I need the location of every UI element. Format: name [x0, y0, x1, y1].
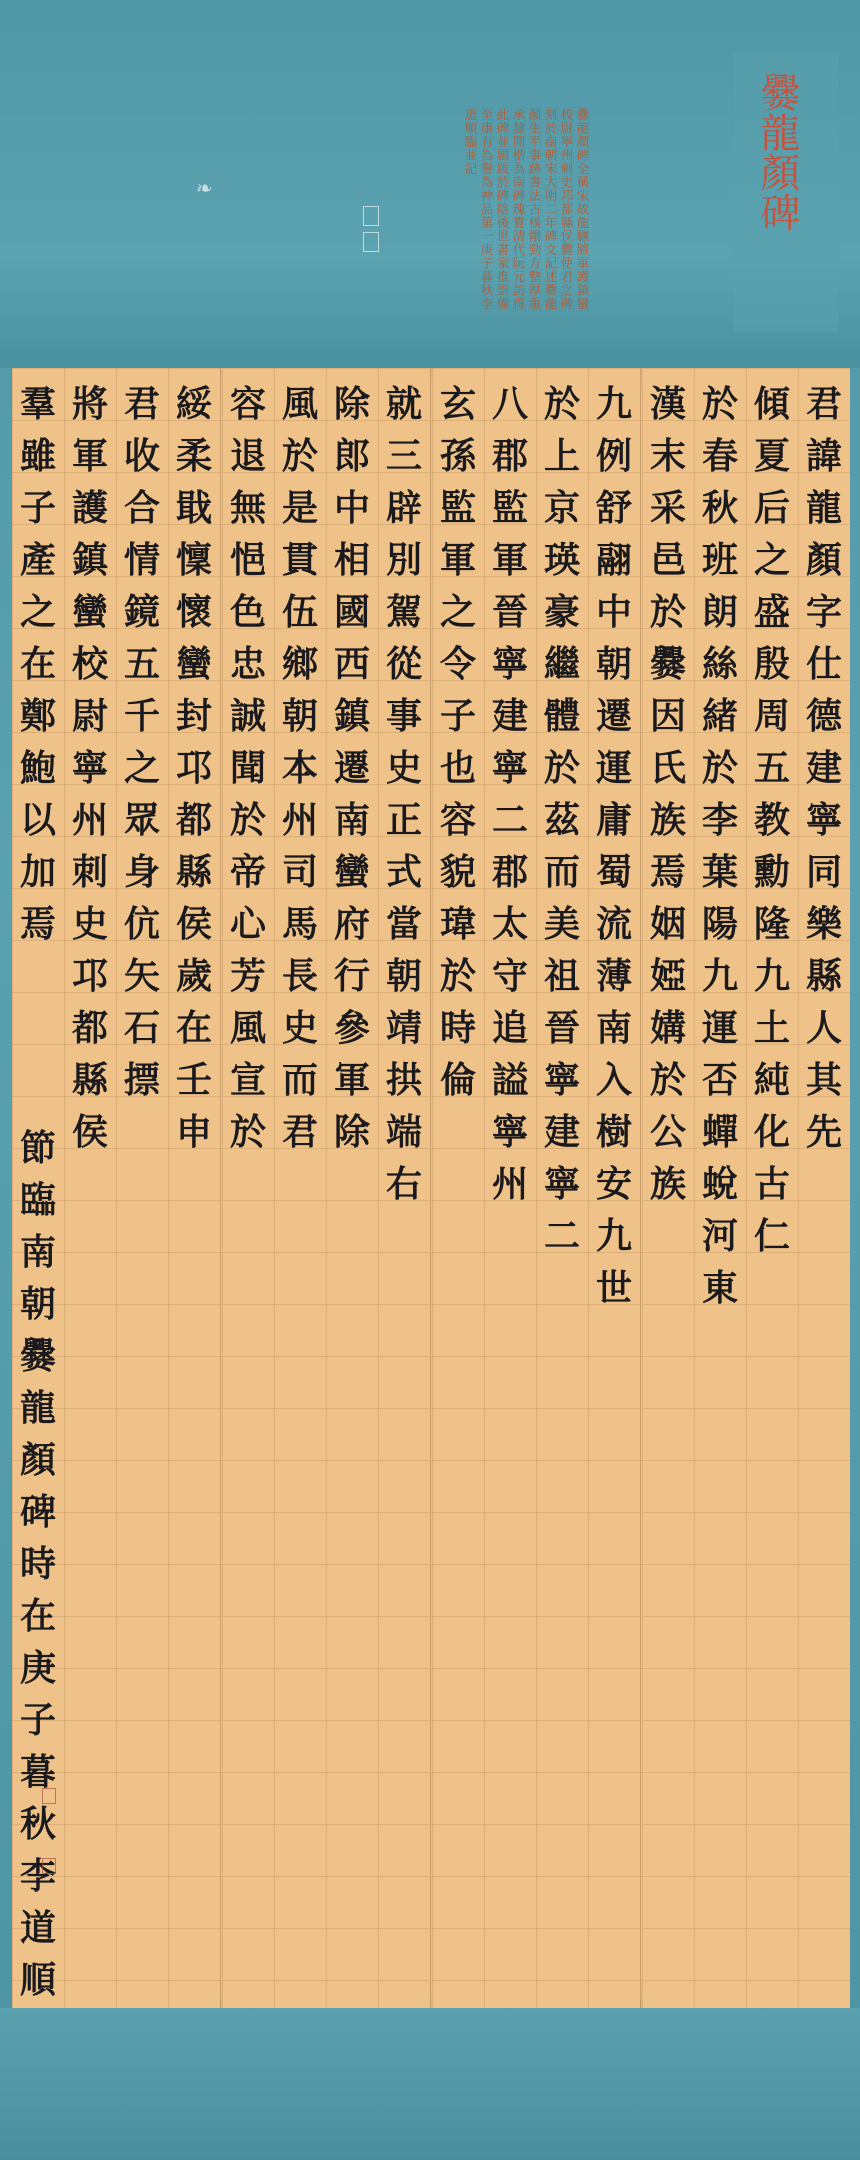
- glyph: 縣: [175, 851, 212, 893]
- title-panel: [0, 0, 860, 368]
- glyph: 之: [439, 591, 476, 633]
- glyph: 顏: [19, 1439, 56, 1481]
- glyph: 龍: [19, 1387, 56, 1429]
- glyph: 庸: [595, 799, 632, 841]
- glyph: 仁: [753, 1215, 790, 1257]
- text-column: [694, 378, 746, 1314]
- text-column: [222, 378, 274, 1158]
- glyph: 焉: [19, 903, 56, 945]
- glyph: 容: [439, 799, 476, 841]
- glyph: 勳: [753, 851, 790, 893]
- text-column: [432, 378, 484, 1106]
- glyph: 太: [491, 903, 528, 945]
- glyph: 身: [123, 851, 160, 893]
- glyph: 州: [71, 799, 108, 841]
- glyph: 收: [123, 435, 160, 477]
- glyph: 於: [543, 383, 580, 425]
- text-column: [64, 378, 116, 1158]
- glyph: 雖: [19, 435, 56, 477]
- panel-divider: [640, 368, 641, 2008]
- glyph: 九: [701, 955, 738, 997]
- glyph: 郡: [491, 435, 528, 477]
- glyph: 運: [595, 747, 632, 789]
- glyph: 式: [385, 851, 422, 893]
- glyph: 庚: [19, 1647, 56, 1689]
- glyph: 寧: [71, 747, 108, 789]
- glyph: 京: [543, 487, 580, 529]
- glyph: 之: [19, 591, 56, 633]
- glyph: 本: [281, 747, 318, 789]
- glyph: 也: [439, 747, 476, 789]
- glyph: 色: [229, 591, 266, 633]
- glyph: 寧: [491, 747, 528, 789]
- glyph: 監: [439, 487, 476, 529]
- glyph: 郡: [491, 851, 528, 893]
- glyph: 翮: [595, 539, 632, 581]
- glyph: 運: [701, 1007, 738, 1049]
- glyph: 貫: [281, 539, 318, 581]
- glyph: 刺: [71, 851, 108, 893]
- glyph: 府: [333, 903, 370, 945]
- glyph: 行: [333, 955, 370, 997]
- glyph: 司: [281, 851, 318, 893]
- glyph: 舒: [595, 487, 632, 529]
- glyph: 蜀: [595, 851, 632, 893]
- glyph: 碑: [19, 1491, 56, 1533]
- glyph: 焉: [649, 851, 686, 893]
- glyph: 君: [123, 383, 160, 425]
- glyph: 五: [753, 747, 790, 789]
- text-column: [588, 378, 640, 1314]
- glyph: 豪: [543, 591, 580, 633]
- glyph: 漢: [649, 383, 686, 425]
- glyph: 西: [333, 643, 370, 685]
- calligraphy-paper: [12, 368, 848, 2008]
- text-column: [378, 378, 430, 1210]
- glyph: 郎: [333, 435, 370, 477]
- glyph: 長: [281, 955, 318, 997]
- glyph: 暮: [19, 1751, 56, 1793]
- glyph: 媾: [649, 1007, 686, 1049]
- glyph: 駕: [385, 591, 422, 633]
- glyph: 中: [333, 487, 370, 529]
- glyph: 五: [123, 643, 160, 685]
- glyph: 時: [19, 1543, 56, 1585]
- glyph: 而: [281, 1059, 318, 1101]
- title-text: 爨龍顏碑: [754, 72, 800, 232]
- glyph: 后: [753, 487, 790, 529]
- glyph: 東: [701, 1267, 738, 1309]
- glyph: 子: [19, 1699, 56, 1741]
- glyph: 史: [281, 1007, 318, 1049]
- glyph: 鎮: [333, 695, 370, 737]
- glyph: 芳: [229, 955, 266, 997]
- glyph: 周: [753, 695, 790, 737]
- glyph: 懷: [175, 591, 212, 633]
- glyph: 流: [595, 903, 632, 945]
- glyph: 氏: [649, 747, 686, 789]
- glyph: 葉: [701, 851, 738, 893]
- text-column: [116, 378, 168, 1106]
- glyph: 拱: [385, 1059, 422, 1101]
- glyph: 端: [385, 1111, 422, 1153]
- text-column: [536, 378, 588, 1262]
- glyph: 正: [385, 799, 422, 841]
- glyph: 遷: [595, 695, 632, 737]
- glyph: 護: [71, 487, 108, 529]
- glyph: 寧: [491, 643, 528, 685]
- glyph: 瑛: [543, 539, 580, 581]
- bottom-mount: [0, 2008, 860, 2160]
- glyph: 朝: [595, 643, 632, 685]
- glyph: 土: [753, 1007, 790, 1049]
- glyph: 軍: [71, 435, 108, 477]
- glyph: 蠻: [71, 591, 108, 633]
- glyph: 入: [595, 1059, 632, 1101]
- glyph: 帝: [229, 851, 266, 893]
- text-column: [484, 378, 536, 1210]
- glyph: 同: [805, 851, 842, 893]
- glyph: 安: [595, 1163, 632, 1205]
- glyph: 化: [753, 1111, 790, 1153]
- glyph: 純: [753, 1059, 790, 1101]
- glyph: 殷: [753, 643, 790, 685]
- glyph: 子: [439, 695, 476, 737]
- glyph: 九: [753, 955, 790, 997]
- glyph: 於: [543, 747, 580, 789]
- glyph: 州: [281, 799, 318, 841]
- glyph: 字: [805, 591, 842, 633]
- glyph: 上: [543, 435, 580, 477]
- glyph: 樹: [595, 1111, 632, 1153]
- glyph: 歲: [175, 955, 212, 997]
- glyph: 末: [649, 435, 686, 477]
- seal-icon: [42, 1858, 56, 1874]
- glyph: 朗: [701, 591, 738, 633]
- glyph: 朝: [19, 1283, 56, 1325]
- glyph: 石: [123, 1007, 160, 1049]
- glyph: 孫: [439, 435, 476, 477]
- glyph: 千: [123, 695, 160, 737]
- glyph: 伉: [123, 903, 160, 945]
- glyph: 否: [701, 1059, 738, 1101]
- panel-divider: [220, 368, 221, 2008]
- glyph: 令: [439, 643, 476, 685]
- glyph: 美: [543, 903, 580, 945]
- glyph: 合: [123, 487, 160, 529]
- glyph: 仕: [805, 643, 842, 685]
- glyph: 縣: [805, 955, 842, 997]
- glyph: 戢: [175, 487, 212, 529]
- glyph: 產: [19, 539, 56, 581]
- glyph: 悒: [229, 539, 266, 581]
- glyph: 邛: [175, 747, 212, 789]
- glyph: 綏: [175, 383, 212, 425]
- glyph: 容: [229, 383, 266, 425]
- colophon-text: 爨龍顏碑全稱宋故龍驤將軍護鎮蠻校尉寧州刺史邛都縣侯爨使君之碑刻於南朝宋大明二年碑文記述爨龍顏生平事跡書法古樸剛勁方整厚重承隸開楷為南碑瑰寶清代阮元訪得此碑並題跋於碑陰後世書家推崇備至康有為譽為神品第一庚子暮秋李道順臨並記: [463, 108, 590, 311]
- glyph: 南: [333, 799, 370, 841]
- text-column: [168, 378, 220, 1158]
- glyph: 誠: [229, 695, 266, 737]
- glyph: 相: [333, 539, 370, 581]
- glyph: 寧: [543, 1163, 580, 1205]
- glyph: 於: [701, 383, 738, 425]
- glyph: 二: [543, 1215, 580, 1257]
- glyph: 建: [543, 1111, 580, 1153]
- glyph: 靖: [385, 1007, 422, 1049]
- glyph: 心: [229, 903, 266, 945]
- glyph: 於: [701, 747, 738, 789]
- glyph: 祖: [543, 955, 580, 997]
- glyph: 臨: [19, 1179, 56, 1221]
- glyph: 陽: [701, 903, 738, 945]
- glyph: 茲: [543, 799, 580, 841]
- glyph: 班: [701, 539, 738, 581]
- glyph: 申: [175, 1111, 212, 1153]
- glyph: 晉: [491, 591, 528, 633]
- glyph: 在: [19, 1595, 56, 1637]
- glyph: 國: [333, 591, 370, 633]
- glyph: 摽: [123, 1059, 160, 1101]
- seal-icon: [363, 232, 379, 252]
- glyph: 中: [595, 591, 632, 633]
- text-column: [798, 378, 850, 1158]
- signature-column: [12, 1122, 64, 2006]
- glyph: 婭: [649, 955, 686, 997]
- seal-icon: [363, 206, 379, 226]
- glyph: 都: [175, 799, 212, 841]
- glyph: 將: [71, 383, 108, 425]
- glyph: 邑: [649, 539, 686, 581]
- glyph: 鄭: [19, 695, 56, 737]
- glyph: 追: [491, 1007, 528, 1049]
- glyph: 退: [229, 435, 266, 477]
- text-column: [746, 378, 798, 1262]
- glyph: 州: [491, 1163, 528, 1205]
- glyph: 就: [385, 383, 422, 425]
- glyph: 倫: [439, 1059, 476, 1101]
- glyph: 以: [19, 799, 56, 841]
- glyph: 寧: [805, 799, 842, 841]
- glyph: 別: [385, 539, 422, 581]
- glyph: 三: [385, 435, 422, 477]
- glyph: 縣: [71, 1059, 108, 1101]
- glyph: 古: [753, 1163, 790, 1205]
- glyph: 邛: [71, 955, 108, 997]
- glyph: 史: [385, 747, 422, 789]
- glyph: 謚: [491, 1059, 528, 1101]
- glyph: 侯: [71, 1111, 108, 1153]
- glyph: 眾: [123, 799, 160, 841]
- glyph: 采: [649, 487, 686, 529]
- glyph: 朝: [385, 955, 422, 997]
- glyph: 八: [491, 383, 528, 425]
- glyph: 時: [439, 1007, 476, 1049]
- glyph: 爨: [649, 643, 686, 685]
- glyph: 而: [543, 851, 580, 893]
- glyph: 因: [649, 695, 686, 737]
- ornament-icon: ❧: [196, 176, 213, 200]
- text-column: [642, 378, 694, 1210]
- glyph: 例: [595, 435, 632, 477]
- glyph: 蠻: [175, 643, 212, 685]
- glyph: 君: [805, 383, 842, 425]
- glyph: 教: [753, 799, 790, 841]
- glyph: 傾: [753, 383, 790, 425]
- glyph: 樂: [805, 903, 842, 945]
- glyph: 史: [71, 903, 108, 945]
- glyph: 除: [333, 1111, 370, 1153]
- glyph: 除: [333, 383, 370, 425]
- glyph: 緒: [701, 695, 738, 737]
- text-column: [326, 378, 378, 1158]
- glyph: 節: [19, 1127, 56, 1169]
- glyph: 盛: [753, 591, 790, 633]
- glyph: 繼: [543, 643, 580, 685]
- glyph: 道: [19, 1907, 56, 1949]
- glyph: 加: [19, 851, 56, 893]
- glyph: 鄉: [281, 643, 318, 685]
- glyph: 貌: [439, 851, 476, 893]
- glyph: 隆: [753, 903, 790, 945]
- glyph: 寧: [491, 1111, 528, 1153]
- glyph: 懍: [175, 539, 212, 581]
- glyph: 河: [701, 1215, 738, 1257]
- glyph: 族: [649, 799, 686, 841]
- glyph: 風: [229, 1007, 266, 1049]
- glyph: 鏡: [123, 591, 160, 633]
- glyph: 是: [281, 487, 318, 529]
- glyph: 都: [71, 1007, 108, 1049]
- glyph: 馬: [281, 903, 318, 945]
- glyph: 聞: [229, 747, 266, 789]
- glyph: 在: [19, 643, 56, 685]
- glyph: 九: [595, 383, 632, 425]
- glyph: 薄: [595, 955, 632, 997]
- glyph: 族: [649, 1163, 686, 1205]
- glyph: 監: [491, 487, 528, 529]
- glyph: 鎮: [71, 539, 108, 581]
- glyph: 絲: [701, 643, 738, 685]
- glyph: 建: [805, 747, 842, 789]
- glyph: 秋: [19, 1803, 56, 1845]
- glyph: 柔: [175, 435, 212, 477]
- glyph: 伍: [281, 591, 318, 633]
- glyph: 從: [385, 643, 422, 685]
- glyph: 南: [19, 1231, 56, 1273]
- glyph: 於: [229, 1111, 266, 1153]
- glyph: 辟: [385, 487, 422, 529]
- glyph: 之: [123, 747, 160, 789]
- glyph: 遷: [333, 747, 370, 789]
- glyph: 於: [649, 1059, 686, 1101]
- glyph: 蠻: [333, 851, 370, 893]
- glyph: 侯: [175, 903, 212, 945]
- panel-divider: [430, 368, 431, 2008]
- glyph: 尉: [71, 695, 108, 737]
- glyph: 事: [385, 695, 422, 737]
- glyph: 寧: [543, 1059, 580, 1101]
- glyph: 諱: [805, 435, 842, 477]
- glyph: 蟬: [701, 1111, 738, 1153]
- glyph: 校: [71, 643, 108, 685]
- glyph: 先: [805, 1111, 842, 1153]
- glyph: 當: [385, 903, 422, 945]
- glyph: 瑋: [439, 903, 476, 945]
- glyph: 軍: [333, 1059, 370, 1101]
- glyph: 公: [649, 1111, 686, 1153]
- glyph: 晉: [543, 1007, 580, 1049]
- glyph: 其: [805, 1059, 842, 1101]
- glyph: 體: [543, 695, 580, 737]
- glyph: 軍: [439, 539, 476, 581]
- glyph: 之: [753, 539, 790, 581]
- glyph: 風: [281, 383, 318, 425]
- glyph: 蛻: [701, 1163, 738, 1205]
- text-column: [12, 378, 64, 950]
- glyph: 於: [439, 955, 476, 997]
- glyph: 無: [229, 487, 266, 529]
- glyph: 李: [701, 799, 738, 841]
- glyph: 宣: [229, 1059, 266, 1101]
- glyph: 於: [281, 435, 318, 477]
- glyph: 顏: [805, 539, 842, 581]
- glyph: 建: [491, 695, 528, 737]
- glyph: 於: [649, 591, 686, 633]
- glyph: 守: [491, 955, 528, 997]
- glyph: 子: [19, 487, 56, 529]
- glyph: 秋: [701, 487, 738, 529]
- glyph: 龍: [805, 487, 842, 529]
- text-column: [274, 378, 326, 1158]
- glyph: 二: [491, 799, 528, 841]
- seal-icon: [42, 1788, 56, 1804]
- glyph: 姻: [649, 903, 686, 945]
- glyph: 南: [595, 1007, 632, 1049]
- glyph: 玄: [439, 383, 476, 425]
- glyph: 人: [805, 1007, 842, 1049]
- glyph: 軍: [491, 539, 528, 581]
- glyph: 情: [123, 539, 160, 581]
- glyph: 夏: [753, 435, 790, 477]
- glyph: 參: [333, 1007, 370, 1049]
- glyph: 李: [19, 1855, 56, 1897]
- glyph: 鮑: [19, 747, 56, 789]
- glyph: 在: [175, 1007, 212, 1049]
- glyph: 忠: [229, 643, 266, 685]
- glyph: 矢: [123, 955, 160, 997]
- glyph: 爨: [19, 1335, 56, 1377]
- glyph: 壬: [175, 1059, 212, 1101]
- glyph: 於: [229, 799, 266, 841]
- glyph: 德: [805, 695, 842, 737]
- glyph: 順: [19, 1959, 56, 2001]
- glyph: 君: [281, 1111, 318, 1153]
- glyph: 羣: [19, 383, 56, 425]
- glyph: 朝: [281, 695, 318, 737]
- glyph: 封: [175, 695, 212, 737]
- glyph: 右: [385, 1163, 422, 1205]
- glyph: 九: [595, 1215, 632, 1257]
- glyph: 世: [595, 1267, 632, 1309]
- glyph: 春: [701, 435, 738, 477]
